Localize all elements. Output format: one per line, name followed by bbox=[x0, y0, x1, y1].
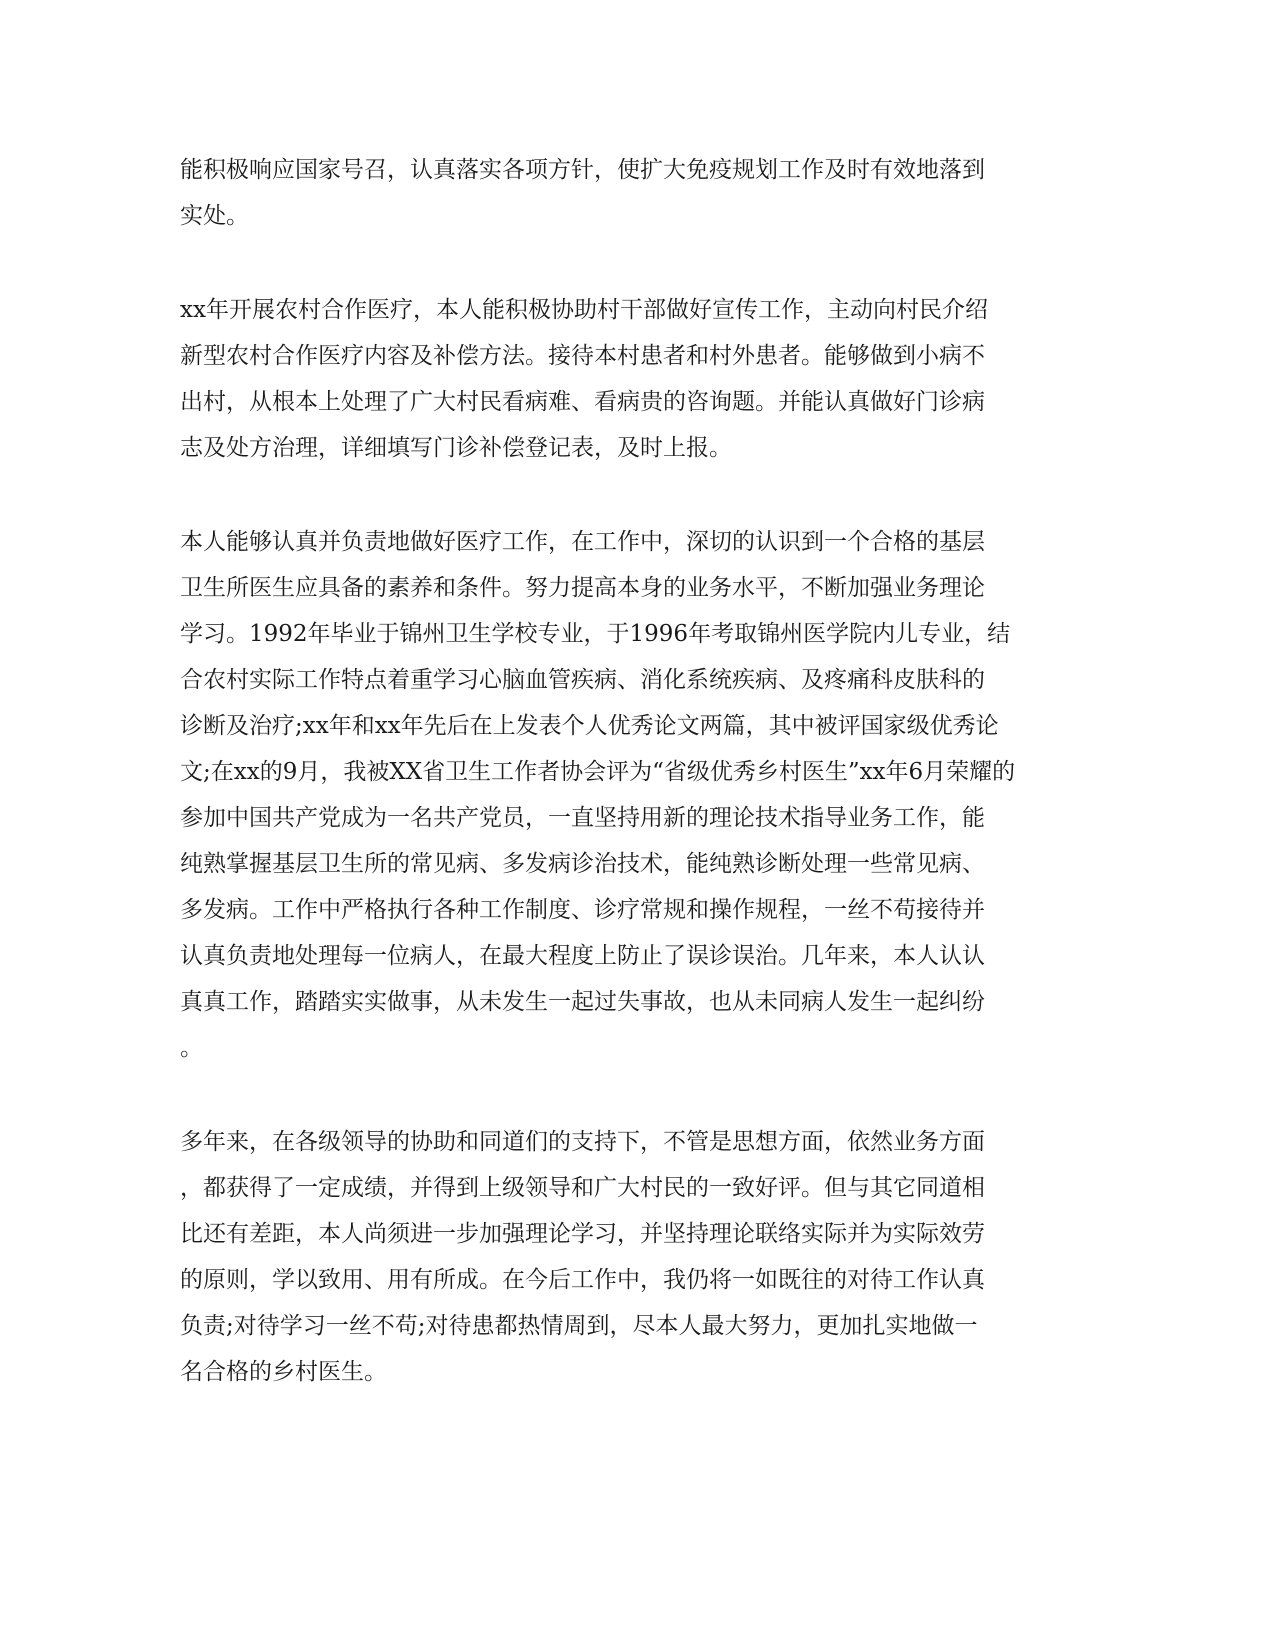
paragraph-line: 实处。 bbox=[180, 203, 249, 229]
paragraph-line: 。 bbox=[180, 1035, 203, 1061]
paragraph-line: 能积极响应国家号召，认真落实各项方针，使扩大免疫规划工作及时有效地落到 bbox=[180, 157, 985, 183]
paragraph-line: 纯熟掌握基层卫生所的常见病、多发病诊治技术，能纯熟诊断处理一些常见病、 bbox=[180, 851, 985, 877]
paragraph-line: 负责;对待学习一丝不苟;对待患都热情周到，尽本人最大努力，更加扎实地做一 bbox=[180, 1313, 978, 1339]
paragraph-line: 认真负责地处理每一位病人，在最大程度上防止了误诊误治。几年来，本人认认 bbox=[180, 943, 985, 969]
paragraph-line: 真真工作，踏踏实实做事，从未发生一起过失事故，也从未同病人发生一起纠纷 bbox=[180, 989, 985, 1015]
paragraph-line: 文;在xx的9月，我被XX省卫生工作者协会评为“省级优秀乡村医生”xx年6月荣耀的 bbox=[180, 759, 1016, 785]
paragraph-line: 的原则，学以致用、用有所成。在今后工作中，我仍将一如既往的对待工作认真 bbox=[180, 1267, 985, 1293]
paragraph-line: 比还有差距，本人尚须进一步加强理论学习，并坚持理论联络实际并为实际效劳 bbox=[180, 1221, 985, 1247]
paragraph-line: 学习。1992年毕业于锦州卫生学校专业，于1996年考取锦州医学院内儿专业，结 bbox=[180, 621, 1011, 647]
paragraph-line: ，都获得了一定成绩，并得到上级领导和广大村民的一致好评。但与其它同道相 bbox=[180, 1175, 985, 1201]
paragraph-line: 本人能够认真并负责地做好医疗工作，在工作中，深切的认识到一个合格的基层 bbox=[180, 529, 985, 555]
paragraph-line: 多发病。工作中严格执行各种工作制度、诊疗常规和操作规程，一丝不苟接待并 bbox=[180, 897, 985, 923]
paragraph-line: 新型农村合作医疗内容及补偿方法。接待本村患者和村外患者。能够做到小病不 bbox=[180, 343, 985, 369]
paragraph-line: 志及处方治理，详细填写门诊补偿登记表，及时上报。 bbox=[180, 435, 732, 461]
paragraph-line: 合农村实际工作特点着重学习心脑血管疾病、消化系统疾病、及疼痛科皮肤科的 bbox=[180, 667, 985, 693]
paragraph-line: 多年来，在各级领导的协助和同道们的支持下，不管是思想方面，依然业务方面 bbox=[180, 1129, 985, 1155]
paragraph-line: 名合格的乡村医生。 bbox=[180, 1359, 387, 1385]
paragraph-line: xx年开展农村合作医疗，本人能积极协助村干部做好宣传工作，主动向村民介绍 bbox=[180, 297, 988, 323]
paragraph-line: 参加中国共产党成为一名共产党员，一直坚持用新的理论技术指导业务工作，能 bbox=[180, 805, 985, 831]
paragraph-line: 卫生所医生应具备的素养和条件。努力提高本身的业务水平，不断加强业务理论 bbox=[180, 575, 985, 601]
paragraph-line: 出村，从根本上处理了广大村民看病难、看病贵的咨询题。并能认真做好门诊病 bbox=[180, 389, 985, 415]
paragraph-line: 诊断及治疗;xx年和xx年先后在上发表个人优秀论文两篇，其中被评国家级优秀论 bbox=[180, 713, 999, 739]
